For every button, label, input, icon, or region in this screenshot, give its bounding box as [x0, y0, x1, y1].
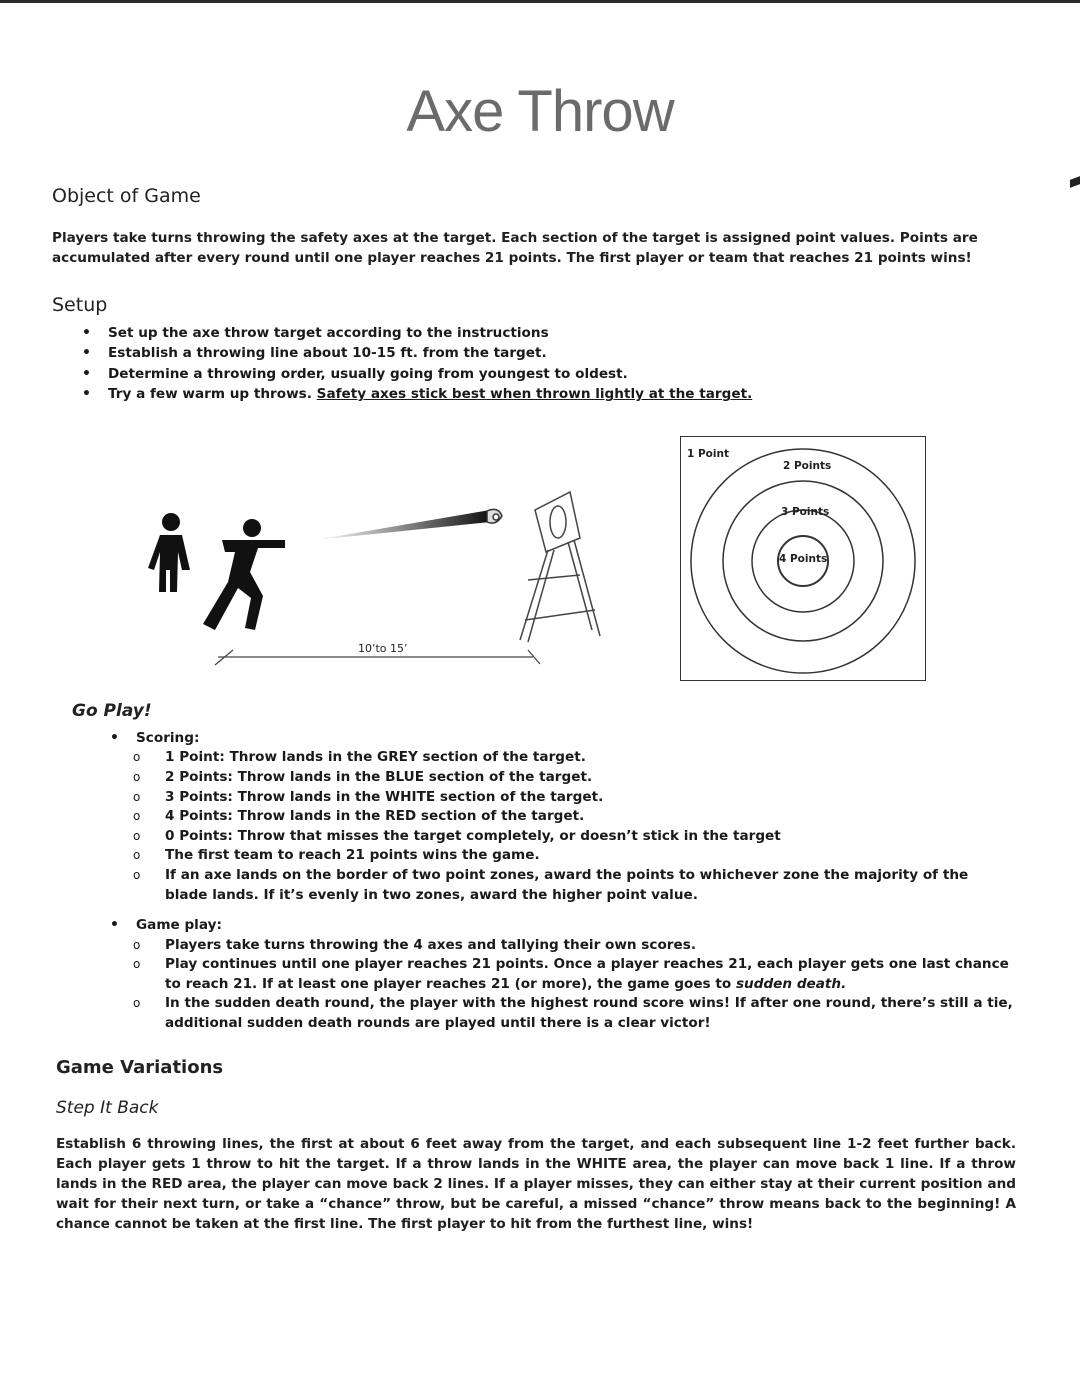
scoring-item: o 4 Points: Throw lands in the RED section of the target.	[133, 807, 1015, 827]
bullet-icon: •	[110, 730, 119, 746]
thrower-figure-icon	[203, 519, 285, 630]
setup-item: • Set up the axe throw target according to the instructions	[82, 323, 782, 343]
easel-target-icon	[520, 492, 600, 642]
bullet-icon: •	[82, 386, 91, 403]
circle-bullet-icon: o	[133, 867, 141, 882]
scoring-section: • Scoring: o 1 Point: Throw lands in the GREY section of the target. o 2 Points: Throw lands in the BLUE section of the target. o 3 Points: Throw lands in the WHITE section of the target. o 4 Points: Throw lands in the RED section of the target. o 0 Points: Throw that misses the target completely, or doesn’t stick in the target o The first team to reach 21 points wins the game. o If an axe lands on the border of two point zones, award the points to whichever zone the majority of the blade lands. If it’s evenly in two zones, award the higher point value.	[110, 728, 1015, 905]
go-play-heading: Go Play!	[72, 701, 152, 721]
setup-list	[82, 323, 782, 405]
circle-bullet-icon: o	[133, 996, 141, 1011]
step-it-back-heading: Step It Back	[56, 1098, 159, 1118]
gameplay-item: o Players take turns throwing the 4 axes and tallying their own scores.	[133, 936, 1015, 956]
safety-tip: Safety axes stick best when thrown lightly at the target.	[316, 386, 753, 403]
circle-bullet-icon: o	[133, 770, 141, 784]
bullet-icon: •	[110, 917, 119, 934]
page-title: Axe Throw	[406, 79, 674, 144]
setup-heading: Setup	[52, 294, 108, 316]
zone-label-2: 2 Points	[783, 460, 832, 472]
go-play-list	[110, 728, 1015, 1034]
setup-item: • Try a few warm up throws. Safety axes stick best when thrown lightly at the target.	[82, 384, 782, 404]
circle-bullet-icon: o	[133, 848, 141, 863]
throwing-illustration	[130, 480, 620, 670]
scoring-item: o 2 Points: Throw lands in the BLUE section of the target.	[133, 768, 1015, 788]
bullet-icon: •	[82, 345, 91, 362]
axe-icon	[487, 509, 502, 523]
circle-bullet-icon: o	[133, 957, 141, 972]
scoring-item: o The first team to reach 21 points wins the game.	[133, 846, 1015, 866]
scoring-list	[133, 748, 1015, 905]
circle-bullet-icon: o	[133, 937, 141, 952]
variations-heading: Game Variations	[56, 1057, 224, 1078]
zone-label-1: 1 Point	[687, 448, 729, 460]
gameplay-item: o Play continues until one player reaches 21 points. Once a player reaches 21, each player gets one last chance to reach 21. If at least one player reaches 21 (or more), the game goes to sudden death.	[133, 956, 1009, 992]
scoring-item: o 0 Points: Throw that misses the target completely, or doesn’t stick in the target	[133, 827, 1015, 847]
circle-bullet-icon: o	[133, 828, 141, 843]
circle-bullet-icon: o	[133, 750, 141, 765]
bullet-icon: •	[82, 365, 91, 382]
bullet-icon: •	[82, 325, 91, 341]
distance-label: 10’to 15’	[358, 642, 408, 655]
child-figure-icon	[148, 513, 190, 592]
gameplay-section: • Game play: o Players take turns throwing the 4 axes and tallying their own scores. o Play continues until one player reaches 21 points. Once a player reaches 21, each player gets one last chance to reach 21. If at least one player reaches 21 (or more), the game goes to sudden death. o In the sudden death round, the player with the highest round score wins! If after one round, there’s still a tie, additional sudden death rounds are played until there is a clear victor!	[110, 915, 1015, 1033]
gameplay-list	[133, 936, 1015, 1034]
zone-label-4: 4 Points	[779, 553, 828, 565]
scoring-item: o 3 Points: Throw lands in the WHITE section of the target.	[133, 788, 1015, 808]
circle-bullet-icon: o	[133, 809, 141, 824]
circle-bullet-icon: o	[133, 789, 141, 804]
page-top-edge	[0, 0, 1080, 3]
setup-item: • Establish a throwing line about 10-15 ft. from the target.	[82, 343, 782, 363]
zone-label-3: 3 Points	[781, 506, 830, 518]
scoring-item: o If an axe lands on the border of two point zones, award the points to whichever zone the majority of the blade lands. If it’s evenly in two zones, award the higher point value.	[133, 866, 969, 903]
scan-artifact	[1070, 176, 1080, 188]
gameplay-item: o In the sudden death round, the player with the highest round score wins! If after one round, there’s still a tie, additional sudden death rounds are played until there is a clear victor!	[133, 995, 1013, 1031]
scoring-item: o 1 Point: Throw lands in the GREY section of the target.	[133, 748, 1015, 768]
motion-blur	[315, 510, 490, 540]
step-it-back-text: Establish 6 throwing lines, the first at about 6 feet away from the target, and each subsequent line 1-2 feet further back. Each player gets 1 throw to hit the target. If a throw lands in the WHITE area, the player can move back 1 line. If a throw lands in the RED area, the player can move back 2 lines. If a player misses, they can either stay at their current position and wait for their next turn, or take a “chance” throw, but be careful, a missed “chance” throw means back to the beginning! A chance cannot be taken at the first line. The first player to hit from the furthest line, wins!	[56, 1136, 1016, 1232]
target-diagram	[680, 436, 926, 681]
object-text: Players take turns throwing the safety axes at the target. Each section of the target is assigned point values. Points are accumulated after every round until one player reaches 21 points. The first player or team that reaches 21 points wins!	[52, 230, 978, 266]
object-heading: Object of Game	[52, 185, 201, 207]
setup-item: • Determine a throwing order, usually going from youngest to oldest.	[82, 364, 782, 384]
